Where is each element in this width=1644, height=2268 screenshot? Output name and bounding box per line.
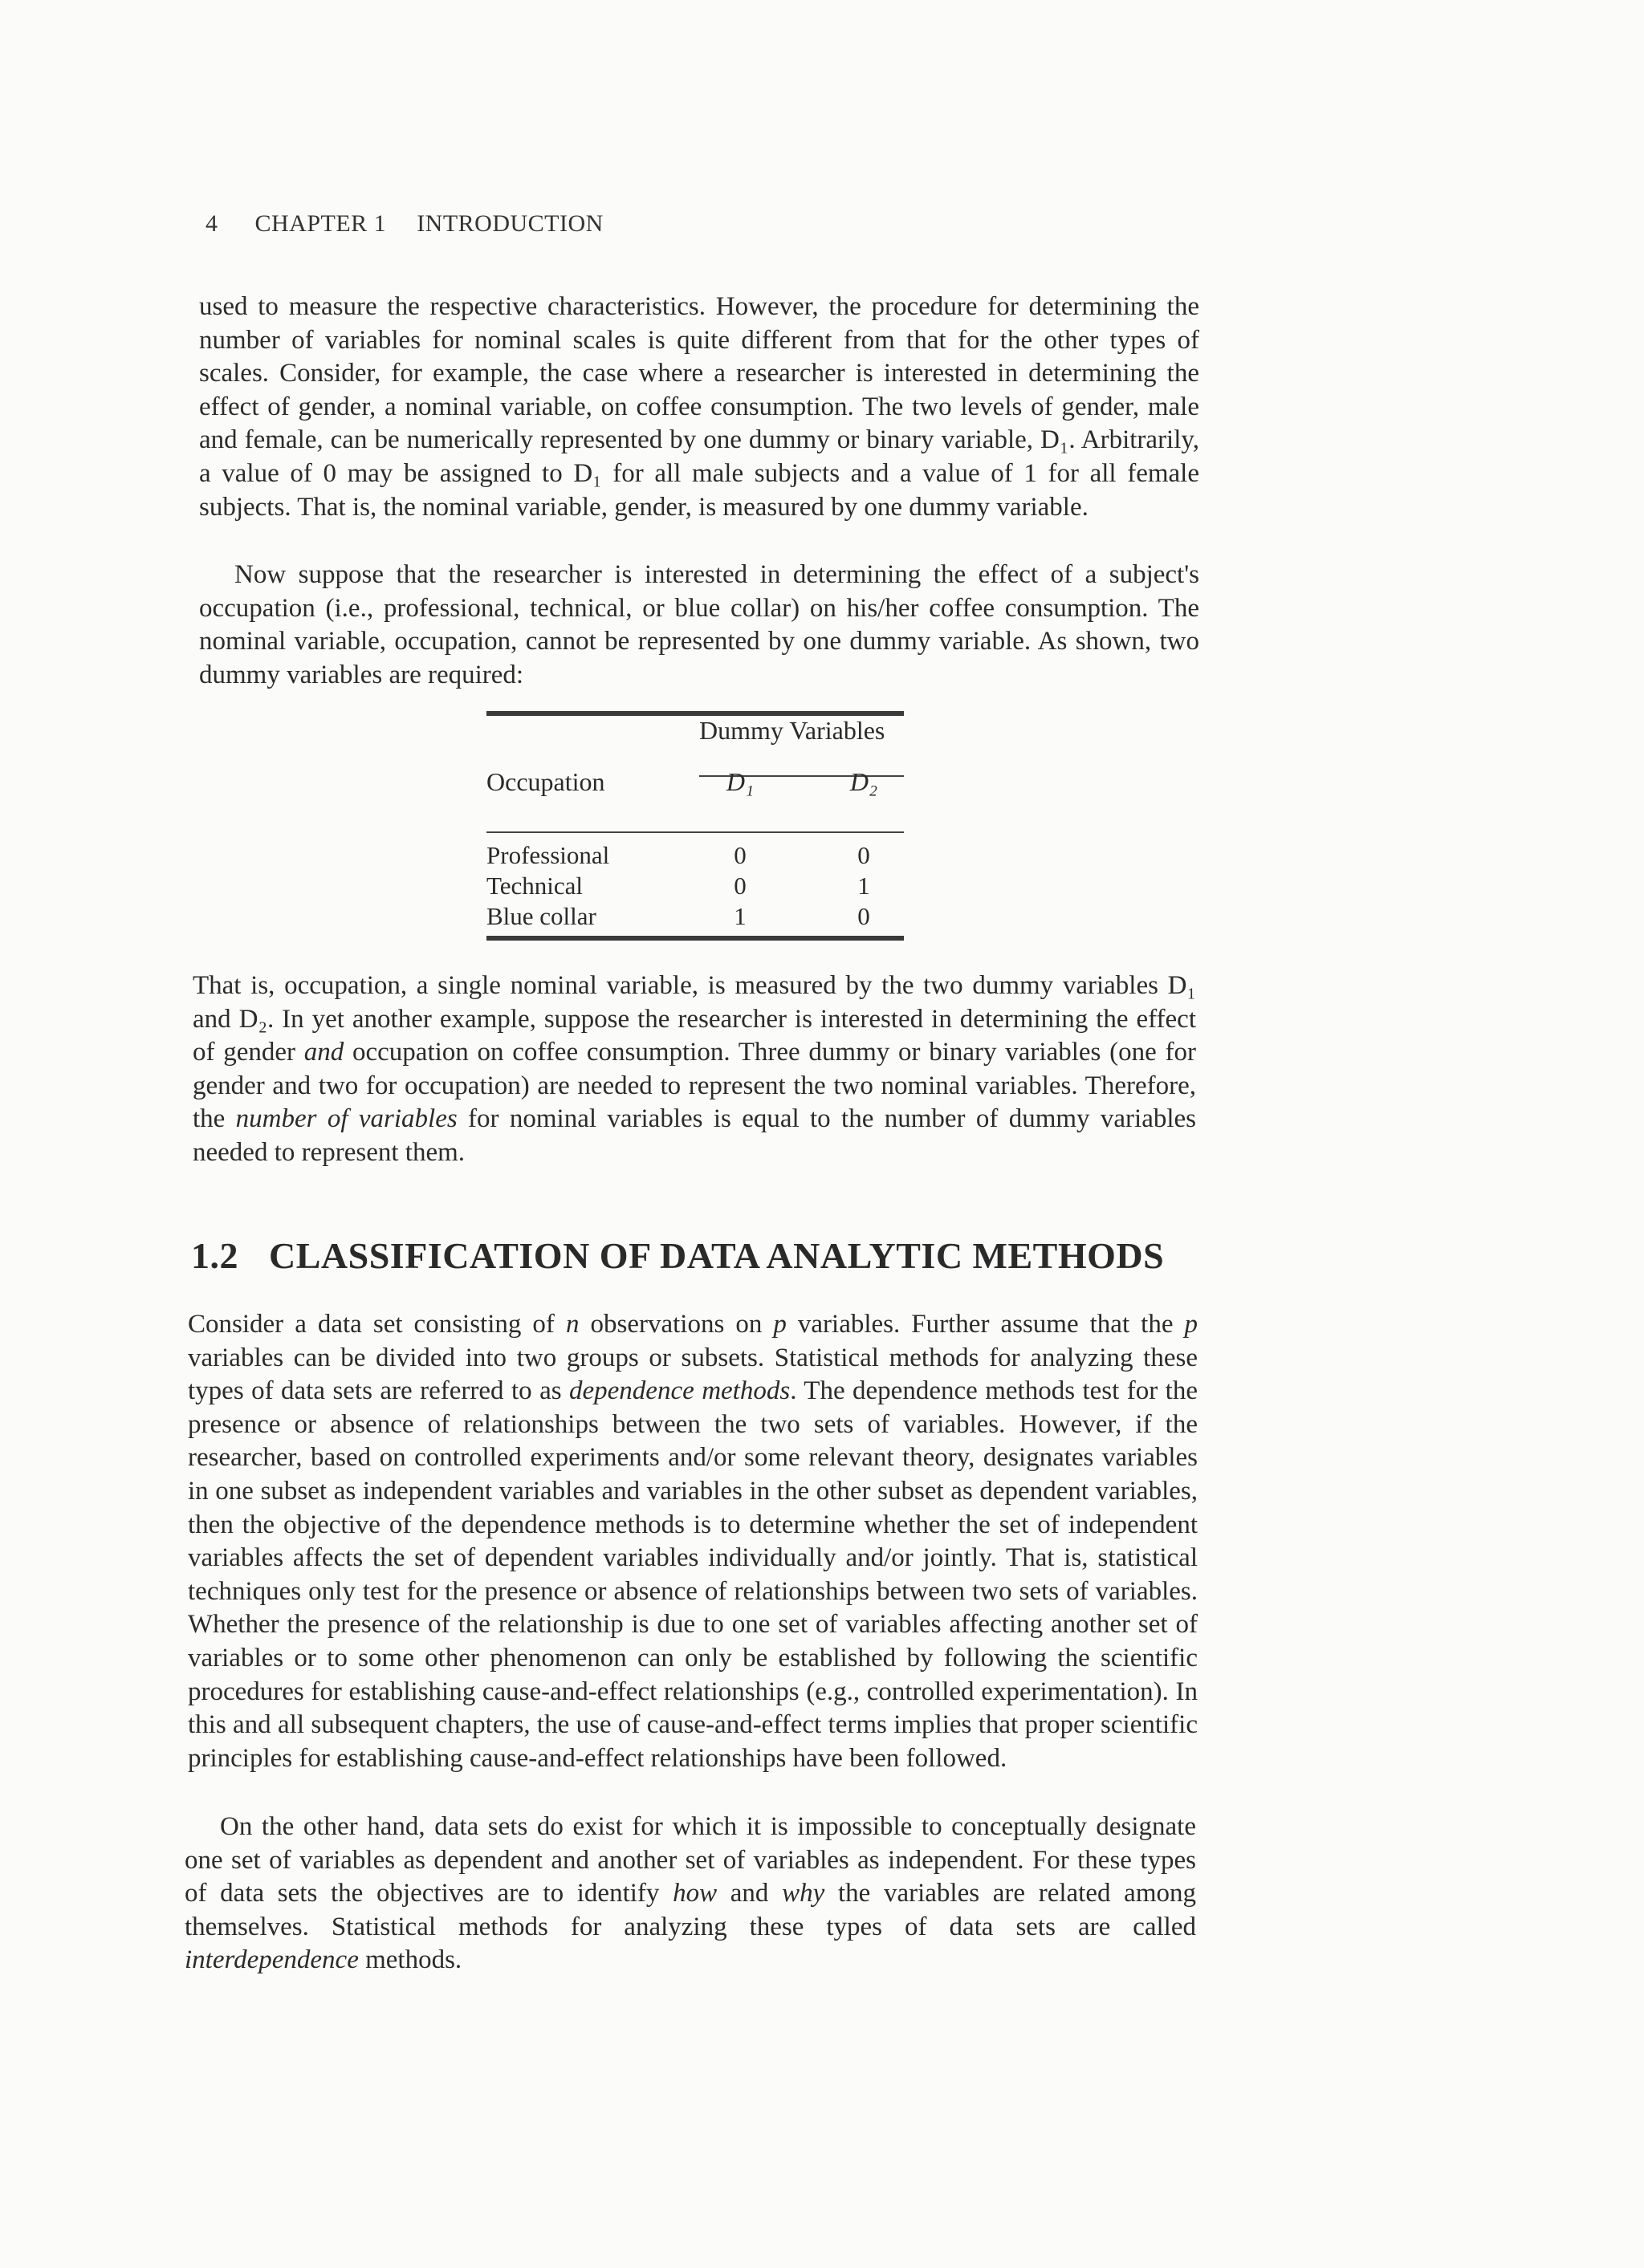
text-run: variables can be divided into two groups or subsets. Statistical methods for analyzing these types of data sets are referred to as [188, 1343, 1198, 1406]
section-title: CLASSIFICATION OF DATA ANALYTIC METHODS [269, 1235, 1165, 1276]
chapter-title: INTRODUCTION [417, 210, 604, 237]
text-run: methods. [358, 1945, 462, 1975]
italic-run: number of variables [235, 1104, 458, 1134]
italic-run: why [782, 1879, 825, 1908]
text-run: Consider a data set consisting of [188, 1310, 566, 1339]
running-head [206, 210, 604, 238]
text-run: occupation on coffee consumption. Three dummy or binary variables (one for gender and two for occupation) are needed to represent the two nominal variables. Therefore, the [193, 1038, 1196, 1134]
text-run: That is, occupation, a single nominal variable, is measured by the two dummy variables D₁ and D₂. In yet another example, suppose the researcher is interested in determining the effect of gender [193, 971, 1196, 1067]
chapter-label: CHAPTER 1 [254, 210, 387, 237]
table-column-header-row [486, 767, 904, 831]
table-row [486, 841, 904, 872]
cell-d2: 1 [857, 872, 870, 900]
column-header-d2: D₂ [849, 767, 878, 796]
section-heading [191, 1234, 1164, 1277]
column-header-occupation: Occupation [486, 767, 605, 796]
italic-run: interdependence [185, 1945, 359, 1975]
text-run: . The dependence methods test for the presence or absence of relationships between the two sets of variables. However, if the researcher, based on controlled experiments and/or some relevant theory, designates variables in one subset as independent variables and variables in the other subset as dependent variables, then the objective of the dependence methods is to determine whether the set of independent variables affects the set of dependent variables individually and/or jointly. That is, statistical techniques only test for the presence or absence of relationships between two sets of variables. Whether the presence of the relationship is due to one set of variables affecting another set of variables or to some other phenomenon can only be established by following the scientific procedures for establishing cause-and-effect relationships (e.g., controlled experimentation). In this and all subsequent chapters, the use of cause-and-effect terms implies that proper scientific principles for establishing cause-and-effect relationships have been followed. [188, 1376, 1198, 1773]
italic-run: and [303, 1038, 344, 1067]
text-run: and [717, 1879, 783, 1908]
cell-occupation: Technical [486, 872, 584, 900]
paragraph-5 [185, 1811, 1196, 1977]
text-run: for nominal variables is equal to the number of dummy variables needed to represent them. [193, 1104, 1196, 1167]
table-group-header-row [486, 716, 904, 767]
cell-d2: 0 [857, 902, 870, 930]
cell-occupation: Professional [486, 841, 610, 869]
italic-run: how [673, 1879, 718, 1908]
column-header-d1: D₁ [726, 767, 755, 796]
text-run: the variables are related among themselves. Statistical methods for analyzing these types of data sets are called [185, 1879, 1196, 1941]
table-bottom-rule [486, 936, 904, 941]
paragraph-2: Now suppose that the researcher is interested in determining the effect of a subject's occupation (i.e., professional, technical, or blue collar) on his/her coffee consumption. The nominal variable, occupation, cannot be represented by one dummy variable. As shown, two dummy variables are required: [199, 560, 1199, 689]
italic-run: n [565, 1310, 580, 1339]
dummy-variables-table [486, 711, 904, 941]
page-number: 4 [206, 210, 218, 237]
paragraph-4 [188, 1308, 1198, 1775]
italic-run: dependence methods [569, 1376, 791, 1406]
text-run: observations on [579, 1310, 774, 1339]
paragraph-3 [193, 969, 1196, 1170]
cell-d1: 0 [734, 841, 747, 869]
table-row [486, 902, 904, 933]
cell-d2: 0 [857, 841, 870, 869]
table-row [486, 872, 904, 902]
cell-occupation: Blue collar [486, 902, 596, 930]
group-header: Dummy Variables [699, 716, 885, 745]
italic-run: p [773, 1310, 787, 1339]
paragraph-1: used to measure the respective characteristics. However, the procedure for determining the number of variables for nominal scales is quite different from that for the other types of scales. Consider, for example, the case where a researcher is interested in determining the effect of gender, a nominal variable, on coffee consumption. The two levels of gender, male and female, can be numerically represented by one dummy or binary variable, D₁. Arbitrarily, a value of 0 may be assigned to D₁ for all male subjects and a value of 1 for all female subjects. That is, the nominal variable, gender, is measured by one dummy variable. [199, 292, 1199, 522]
italic-run: p [1184, 1310, 1198, 1339]
cell-d1: 0 [734, 872, 747, 900]
cell-d1: 1 [734, 902, 747, 930]
text-run: variables. Further assume that the [786, 1310, 1185, 1339]
text-run: On the other hand, data sets do exist for which it is impossible to conceptually designate one set of variables as dependent and another set of variables as independent. For these types of data sets the objectives are to identify [185, 1812, 1196, 1908]
section-number: 1.2 [191, 1235, 238, 1276]
